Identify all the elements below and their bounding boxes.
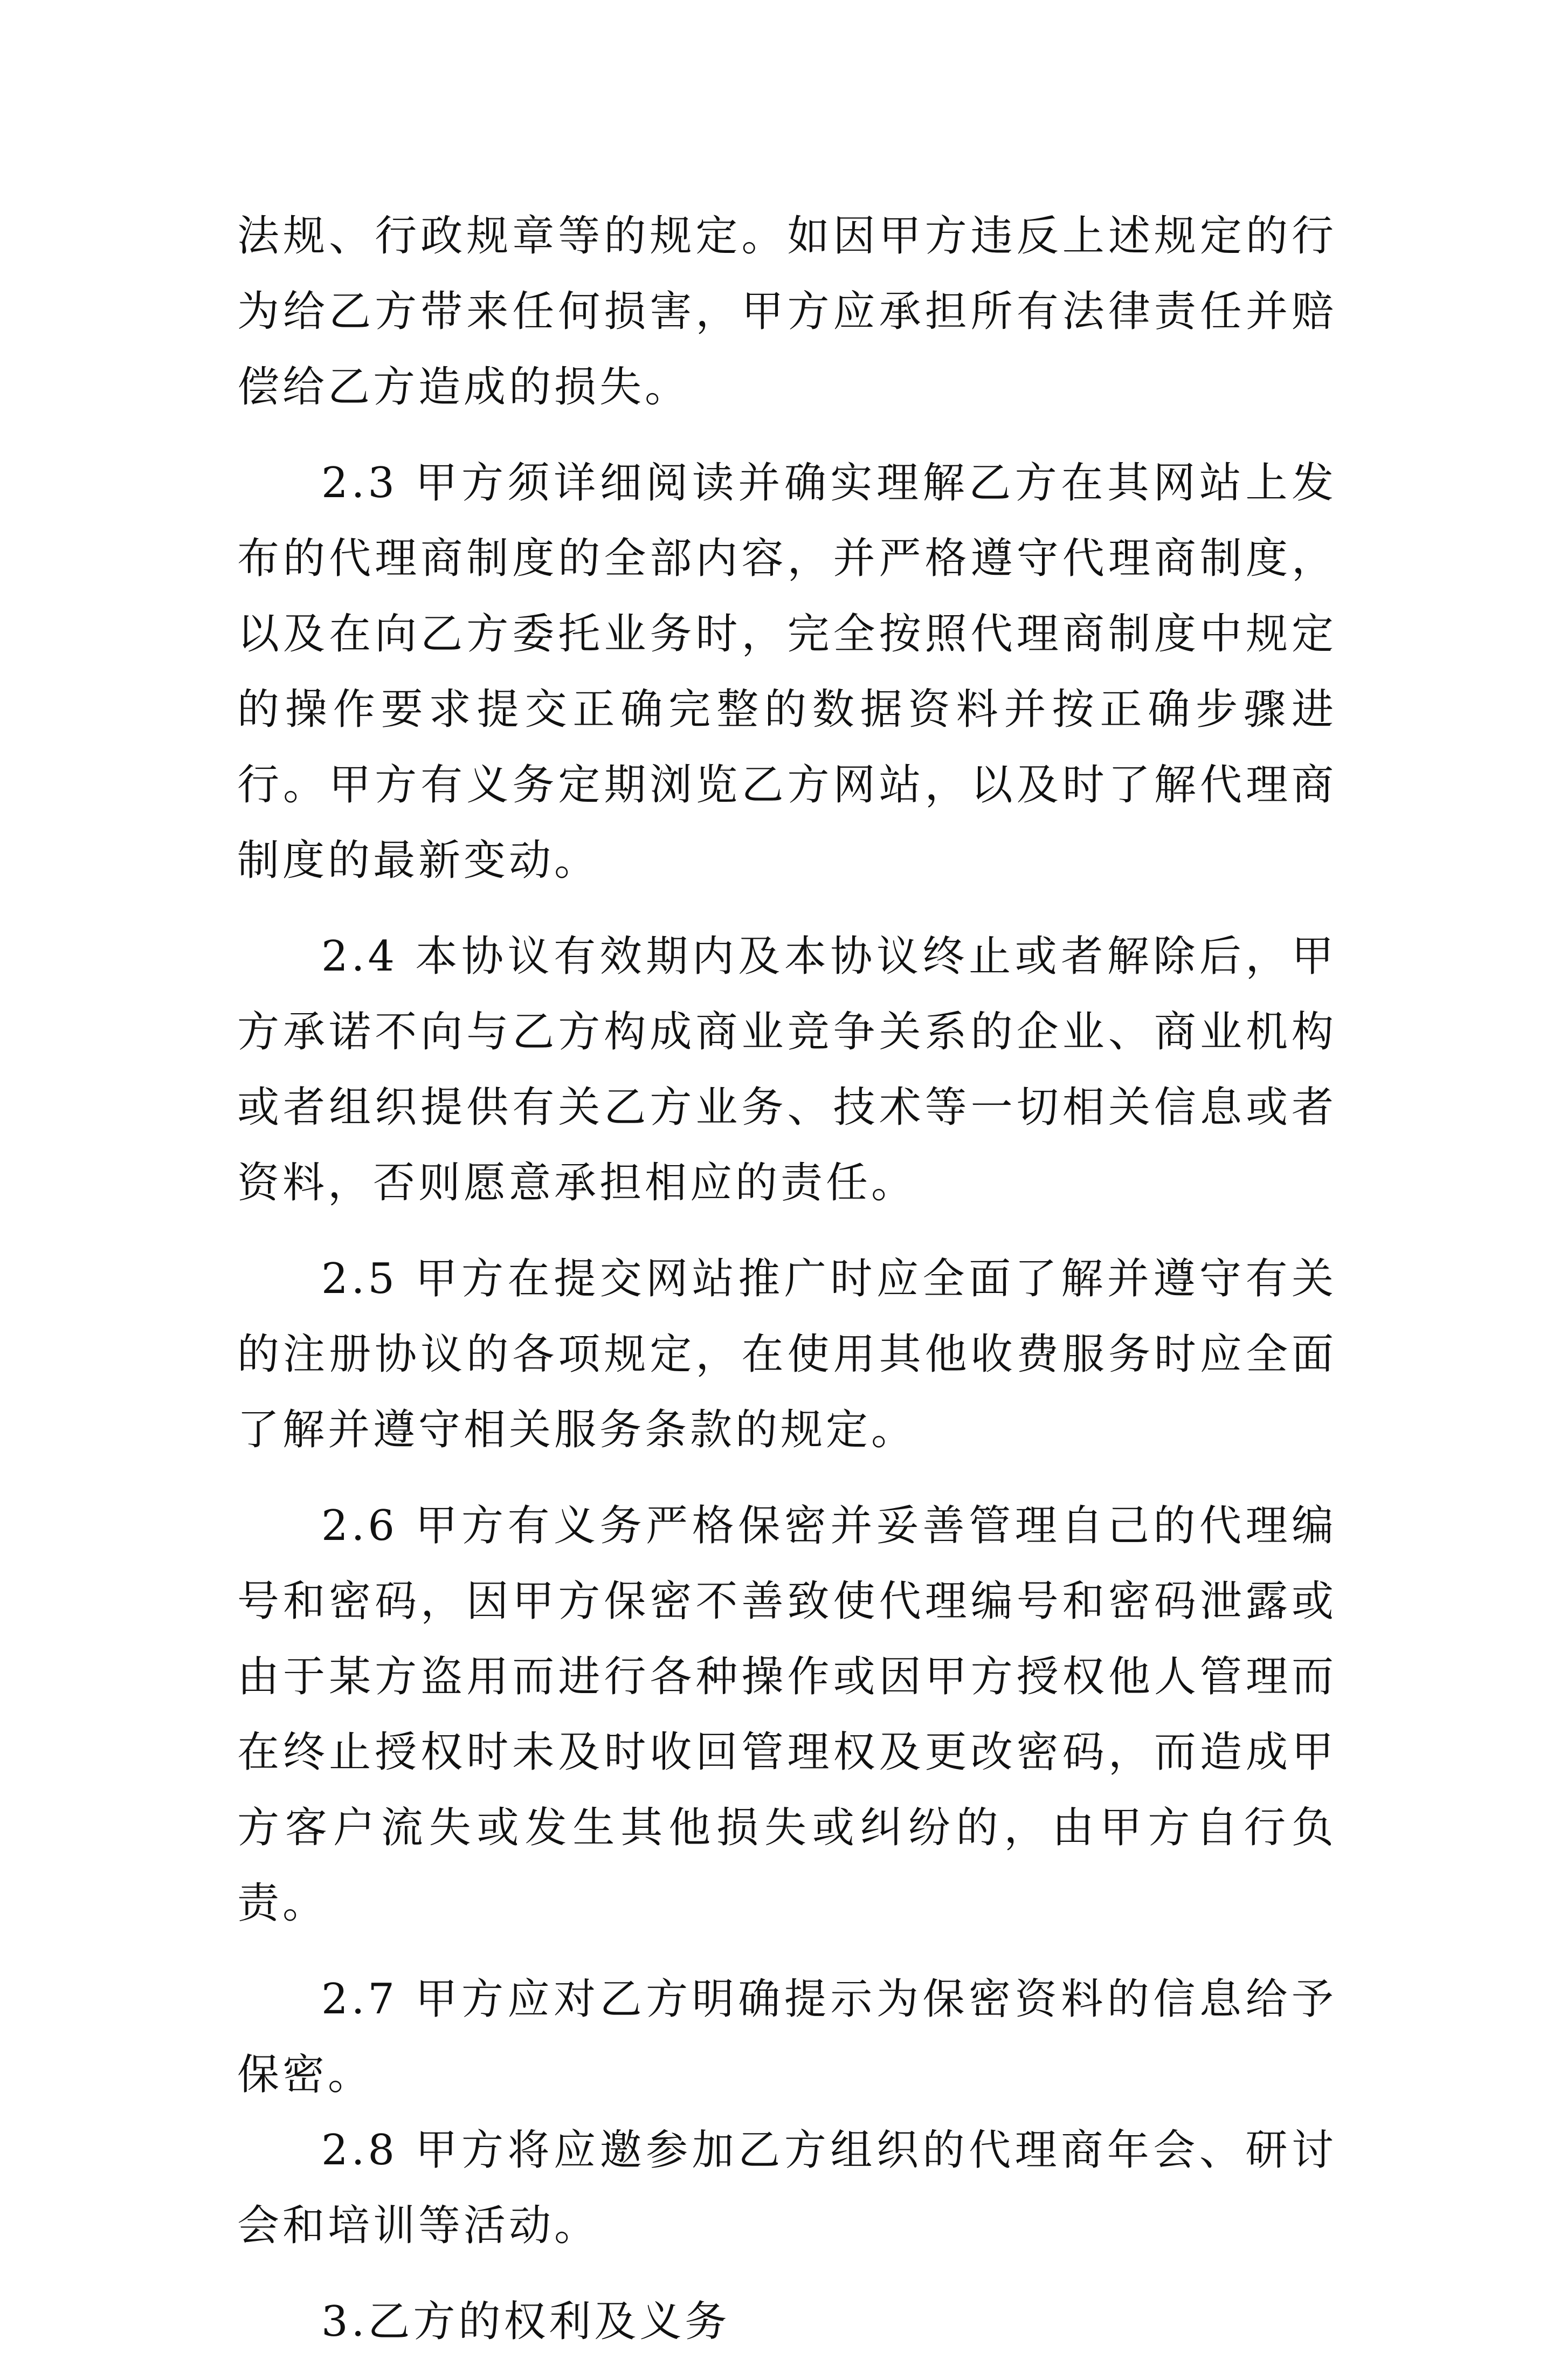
paragraph-2-7: 2.7 甲方应对乙方明确提示为保密资料的信息给予保密。 [237, 1975, 1337, 2099]
paragraph-2-5: 2.5 甲方在提交网站推广时应全面了解并遵守有关的注册协议的各项规定，在使用其他收费服务时应全面了解并遵守相关服务条款的规定。 [237, 1255, 1337, 1454]
paragraph-2-3: 2.3 甲方须详细阅读并确实理解乙方在其网站上发布的代理商制度的全部内容，并严格遵守代理商制度，以及在向乙方委托业务时，完全按照代理商制度中规定的操作要求提交正确完整的数据资料并按正确步骤进行。甲方有义务定期浏览乙方网站，以及时了解代理商制度的最新变动。 [237, 459, 1337, 885]
section-heading-3: 3.乙方的权利及义务 [321, 2298, 730, 2346]
paragraph-continuation: 法规、行政规章等的规定。如因甲方违反上述规定的行为给乙方带来任何损害，甲方应承担所有法律责任并赔偿给乙方造成的损失。 [237, 212, 1337, 411]
paragraph-2-4: 2.4 本协议有效期内及本协议终止或者解除后，甲方承诺不向与乙方构成商业竞争关系的企业、商业机构或者组织提供有关乙方业务、技术等一切相关信息或者资料，否则愿意承担相应的责任。 [237, 932, 1337, 1207]
paragraph-2-8: 2.8 甲方将应邀参加乙方组织的代理商年会、研讨会和培训等活动。 [237, 2126, 1337, 2250]
document-body [237, 198, 1337, 2380]
paragraph-2-6: 2.6 甲方有义务严格保密并妥善管理自己的代理编号和密码，因甲方保密不善致使代理编号和密码泄露或由于某方盗用而进行各种操作或因甲方授权他人管理而在终止授权时未及时收回管理权及更改密码，而造成甲方客户流失或发生其他损失或纠纷的，由甲方自行负责。 [237, 1502, 1337, 1928]
